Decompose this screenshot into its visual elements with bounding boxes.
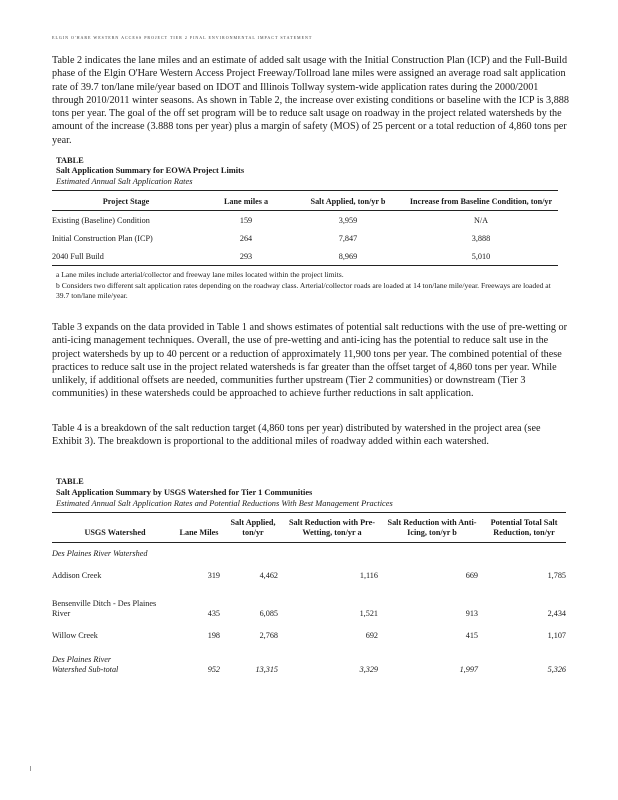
- table1-title: Salt Application Summary for EOWA Project Limits: [56, 166, 245, 175]
- table-cell: 2,768: [259, 631, 278, 640]
- table-cell: 952: [207, 665, 220, 674]
- table-cell: 4,462: [259, 571, 278, 580]
- table-cell: 913: [465, 609, 478, 618]
- table2-header-cell: Salt Reduction with Pre-Wetting, ton/yr a: [288, 518, 376, 537]
- table-cell: Bensenville Ditch - Des Plaines River: [52, 599, 157, 618]
- table2-label: TABLE: [56, 477, 84, 486]
- table1-label: TABLE: [56, 156, 84, 165]
- table1-header-cell: Increase from Baseline Condition, ton/yr: [409, 196, 553, 206]
- table-cell: 6,085: [259, 609, 278, 618]
- table1-subtitle: Estimated Annual Salt Application Rates: [56, 177, 193, 186]
- table2-header-row: [52, 518, 566, 543]
- table-row: [52, 627, 566, 649]
- table1-header-cell: Salt Applied, ton/yr b: [310, 196, 386, 206]
- table-cell: 2040 Full Build: [52, 251, 104, 261]
- table1-header-cell: Lane miles a: [223, 196, 269, 206]
- table-cell: 669: [465, 571, 478, 580]
- table1: [52, 192, 558, 266]
- margin-mark: [30, 766, 31, 771]
- table1-header-cell: Project Stage: [102, 196, 150, 206]
- table-cell: 415: [465, 631, 478, 640]
- paragraph-table3-intro: Table 3 expands on the data provided in Table 1 and shows estimates of potential salt reductions with the use of pre-wetting or anti-icing management techniques. Overall, the use of pre-wetting and anti-icing has the potential to reduce salt use in the project watersheds by up to 40 percent or a reduction of approximately 11,900 tons per year. The combined potential of these practices to reduce salt use in the project related watersheds is far greater than the offset target of 4,860 tons per year. While unlikely, if additional offsets are needed, communities further upstream (Tier 2 communities) or downstream (Tier 3 communities) in these watersheds could be approached to achieve further reductions in salt application.: [52, 322, 567, 400]
- table-cell: 8,969: [338, 251, 358, 261]
- table-cell: Addison Creek: [52, 571, 102, 580]
- table-subtotal-row: [52, 649, 566, 677]
- table2-group-label: Des Plaines River Watershed: [52, 549, 148, 558]
- table-cell: 159: [239, 215, 253, 225]
- table-cell: 2,434: [547, 609, 566, 618]
- table-cell: 7,847: [338, 233, 358, 243]
- table-cell: Des Plaines River Watershed Sub-total: [52, 655, 119, 674]
- table-cell: 198: [207, 631, 220, 640]
- paragraph-table4-intro: Table 4 is a breakdown of the salt reduction target (4,860 tons per year) distributed by watershed in the project area (see Exhibit 3). The breakdown is proportional to the additional miles of roadway added within each watershed.: [52, 423, 541, 448]
- table-row: [52, 211, 558, 230]
- table-cell: N/A: [473, 215, 489, 225]
- table-cell: 5,010: [471, 251, 491, 261]
- table1-footnote-b: b Considers two different salt application rates depending on the roadway class. Arterial/collector roads are loaded at 14 ton/lane mile/year. Freeways are loaded at 39.7 ton/lane mile/year.: [56, 281, 551, 300]
- table-cell: 1,107: [547, 631, 566, 640]
- table-cell: Existing (Baseline) Condition: [52, 215, 150, 225]
- table2-top-rule: [52, 512, 566, 513]
- table1-footnote-a: a Lane miles include arterial/collector and freeway lane miles located within the project limits.: [56, 270, 344, 279]
- table-cell: 3,959: [338, 215, 358, 225]
- table-cell: 1,997: [459, 665, 478, 674]
- table-cell: 1,521: [359, 609, 378, 618]
- table-cell: 5,326: [547, 665, 566, 674]
- table2-header-cell: Salt Reduction with Anti-Icing, ton/yr b: [387, 518, 477, 537]
- table-cell: Initial Construction Plan (ICP): [52, 233, 153, 243]
- table-cell: 293: [239, 251, 253, 261]
- table-group-row: [52, 543, 566, 566]
- table-row: [52, 593, 566, 627]
- table-cell: 3,329: [359, 665, 378, 674]
- table-cell: Willow Creek: [52, 631, 98, 640]
- table-cell: 692: [365, 631, 378, 640]
- table-cell: 319: [207, 571, 220, 580]
- table2: [52, 518, 566, 677]
- table-cell: 13,315: [255, 665, 278, 674]
- table2-header-cell: Potential Total Salt Reduction, ton/yr: [490, 518, 558, 537]
- table2-header-cell: Lane Miles: [179, 528, 219, 537]
- paragraph-table2-intro: Table 2 indicates the lane miles and an estimate of added salt usage with the Initial Construction Plan (ICP) and the Full-Build phase of the Elgin O'Hare Western Access Project Freeway/Tollroad lane miles were assigned an average road salt application rate of 39.7 ton/lane mile/year based on IDOT and Illinois Tollway system-wide application rates during the 2000/2001 through 2010/2011 winter seasons. As shown in Table 2, the increase over existing conditions or baseline with the ICP is 3,888 tons per year. The goal of the off set program will be to reduce salt usage on roadway in the project related watersheds by the amount of the increase (3.888 tons per year) plus a margin of safety (MOS) of 25 percent or a total reduction of 4,860 tons per year.: [52, 55, 569, 146]
- table2-subtitle: Estimated Annual Salt Application Rates and Potential Reductions With Best Management Practices: [56, 499, 393, 508]
- table-row: [52, 565, 566, 593]
- table1-top-rule: [52, 190, 558, 191]
- table-cell: 1,785: [547, 571, 566, 580]
- table-row: [52, 247, 558, 266]
- table2-header-cell: USGS Watershed: [84, 528, 146, 537]
- table-cell: 1,116: [359, 571, 378, 580]
- table-row: [52, 229, 558, 247]
- table-cell: 435: [207, 609, 220, 618]
- table2-title: Salt Application Summary by USGS Watershed for Tier 1 Communities: [56, 488, 313, 497]
- table2-header-cell: Salt Applied, ton/yr: [230, 518, 276, 537]
- table-cell: 264: [239, 233, 253, 243]
- table1-header-row: [52, 192, 558, 211]
- table-cell: 3,888: [471, 233, 491, 243]
- running-head: ELGIN O'HARE WESTERN ACCESS PROJECT TIER 2 FINAL ENVIRONMENTAL IMPACT STATEMENT: [52, 35, 313, 40]
